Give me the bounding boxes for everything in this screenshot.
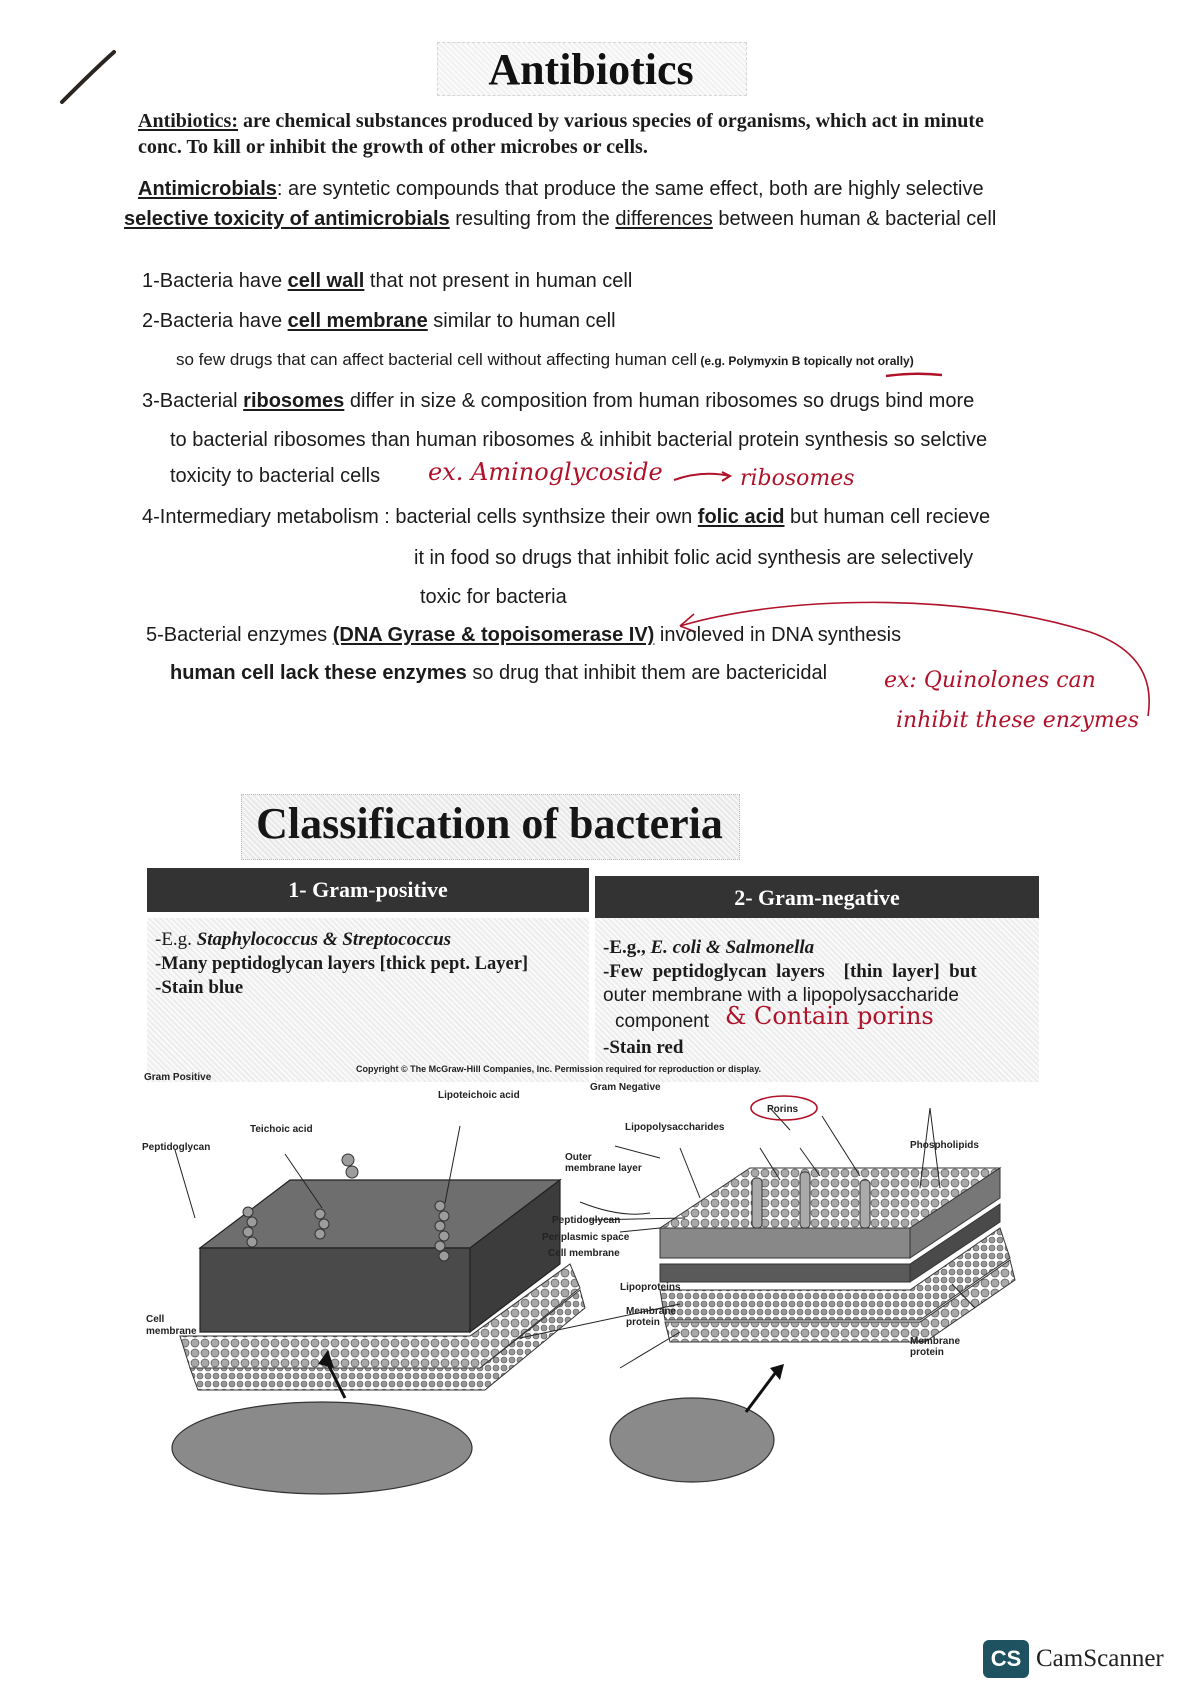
point-1-lead: 1-Bacteria have [142,270,288,292]
point-2 [142,308,616,334]
label-cell-membrane-left-1: Cell [146,1314,165,1325]
gram-negative-example [603,936,814,960]
handwritten-inhibit-enzymes: inhibit these enzymes [896,708,1140,733]
handwritten-ribosomes: ribosomes [740,466,855,491]
gram-negative-peptidoglycan: -Few peptidoglycan layers [thin layer] but [603,961,977,982]
label-membrane-protein-mid-2: protein [626,1317,660,1328]
point-3 [142,388,974,414]
point-5-tail: involeved in DNA synthesis [654,624,902,646]
point-2-tail: similar to human cell [427,310,616,332]
point-4-tail: but human cell recieve [784,506,991,528]
topically-underline-mark [884,371,944,379]
camscanner-brand: CamScanner [1036,1645,1164,1672]
gram-negative-stain: -Stain red [603,1037,684,1058]
selective-toxicity-term: selective toxicity of antimicrobials [124,208,450,230]
selective-toxicity-line [124,206,996,232]
differences-word: differences [615,208,713,230]
point-3-line-2: to bacterial ribosomes than human ribosomes & inhibit bacterial protein synthesis so selctive [170,429,988,451]
human-cell-lack-text: human cell lack these enzymes [170,662,467,684]
cell-membrane-term: cell membrane [287,310,428,332]
label-gram-negative: Gram Negative [590,1082,661,1093]
label-gram-positive: Gram Positive [144,1072,212,1083]
antibiotics-definition-line-2: conc. To kill or inhibit the growth of other microbes or cells. [138,136,648,158]
handwritten-aminoglycoside: ex. Aminoglycoside [428,458,663,486]
point-5 [146,622,901,648]
gram-negative-outer-membrane: outer membrane with a lipopolysaccharide [603,985,959,1006]
antimicrobials-term: Antimicrobials [138,178,277,200]
camscanner-logo-icon: CS [983,1640,1029,1678]
gram-negative-species: E. coli & Salmonella [650,937,815,958]
gram-negative-header: 2- Gram-negative [595,876,1039,920]
label-outer-membrane-2: membrane layer [565,1163,642,1174]
antimicrobials-text: : are syntetic compounds that produce the same effect, both are highly selective [276,178,984,200]
selective-end-text: between human & bacterial cell [712,208,997,230]
gram-negative-component: component [615,1011,710,1032]
gram-positive-species: Staphylococcus & Streptococcus [196,929,452,950]
selective-mid-text: resulting from the [449,208,616,230]
cell-wall-figure [140,1068,1040,1498]
gram-positive-wall-diagram [172,1154,585,1494]
label-peptidoglycan-left: Peptidoglycan [142,1142,211,1153]
point-4-line-3: toxic for bacteria [420,586,567,608]
gram-negative-wall-diagram [610,1168,1015,1482]
gram-negative-eg: -E.g., [603,937,651,958]
gram-positive-header: 1- Gram-positive [147,868,589,912]
label-teichoic-acid: Teichoic acid [250,1124,313,1135]
point-2-lead: 2-Bacteria have [142,310,288,332]
label-membrane-protein-right-1: Membrane [910,1336,961,1347]
folic-acid-term: folic acid [697,506,785,528]
antibiotics-definition: are chemical substances produced by various species of organisms, which act in minute [238,110,984,132]
label-peptidoglycan-mid: Peptidoglycan [552,1215,621,1226]
label-phospholipids: Phospholipids [910,1140,979,1151]
polymyxin-example: (e.g. Polymyxin B topically not orally) [697,354,914,368]
dna-gyrase-term: (DNA Gyrase & topoisomerase IV) [332,624,655,646]
handwritten-arrow [672,468,734,484]
page-title: Antibiotics [488,45,694,94]
gram-classification-table [147,868,1039,1082]
label-membrane-protein-mid-1: Membrane [626,1306,677,1317]
label-periplasmic-space: Periplasmic space [542,1232,630,1243]
point-3-tail: differ in size & composition from human ribosomes so drugs bind more [344,390,975,412]
label-lipoteichoic-acid: Lipoteichoic acid [438,1090,520,1101]
point-1-tail: that not present in human cell [364,270,633,292]
antibiotics-term: Antibiotics: [138,110,238,132]
point-4-lead: 4-Intermediary metabolism : bacterial cells synthsize their own [142,506,698,528]
classification-title: Classification of bacteria [256,799,723,848]
handwritten-quinolones: ex: Quinolones can [884,668,1096,693]
gram-positive-body [147,918,589,1082]
point-4-line-2: it in food so drugs that inhibit folic acid synthesis are selectively [414,547,974,569]
label-lipoproteins: Lipoproteins [620,1282,681,1293]
handwritten-contain-porins: & Contain porins [725,1002,934,1030]
point-5-lead: 5-Bacterial enzymes [146,624,333,646]
point-5-line-2-rest: so drug that inhibit them are bactericidal [466,662,828,684]
antibiotics-definition-line-1 [138,108,984,135]
label-membrane-protein-right-2: protein [910,1347,944,1358]
label-outer-membrane-1: Outer [565,1152,592,1163]
label-cell-membrane-left-2: membrane [146,1326,197,1337]
cell-wall-term: cell wall [287,270,365,292]
point-2-note [176,350,914,370]
antimicrobials-definition [138,176,984,202]
point-3-line-3: toxicity to bacterial cells [170,465,381,487]
gram-positive-eg: -E.g. [155,929,197,950]
label-cell-membrane-mid: Cell membrane [548,1248,620,1259]
gram-negative-body [595,918,1039,1082]
gram-positive-example [155,928,451,952]
gram-positive-peptidoglycan: -Many peptidoglycan layers [thick pept. Layer] [155,954,529,974]
point-2-note-text: so few drugs that can affect bacterial cell without affecting human cell [176,350,697,369]
label-lipopolysaccharides: Lipopolysaccharides [625,1122,725,1133]
ribosomes-term: ribosomes [243,390,345,412]
point-1 [142,268,632,294]
figure-copyright: Copyright © The McGraw-Hill Companies, Inc. Permission required for reproduction or display. [356,1064,762,1074]
gram-positive-stain: -Stain blue [155,977,244,998]
point-3-lead: 3-Bacterial [142,390,244,412]
label-porins: Porins [767,1104,799,1115]
point-4 [142,504,990,530]
pen-stroke-mark [58,48,118,106]
point-5-line-2 [170,660,827,686]
